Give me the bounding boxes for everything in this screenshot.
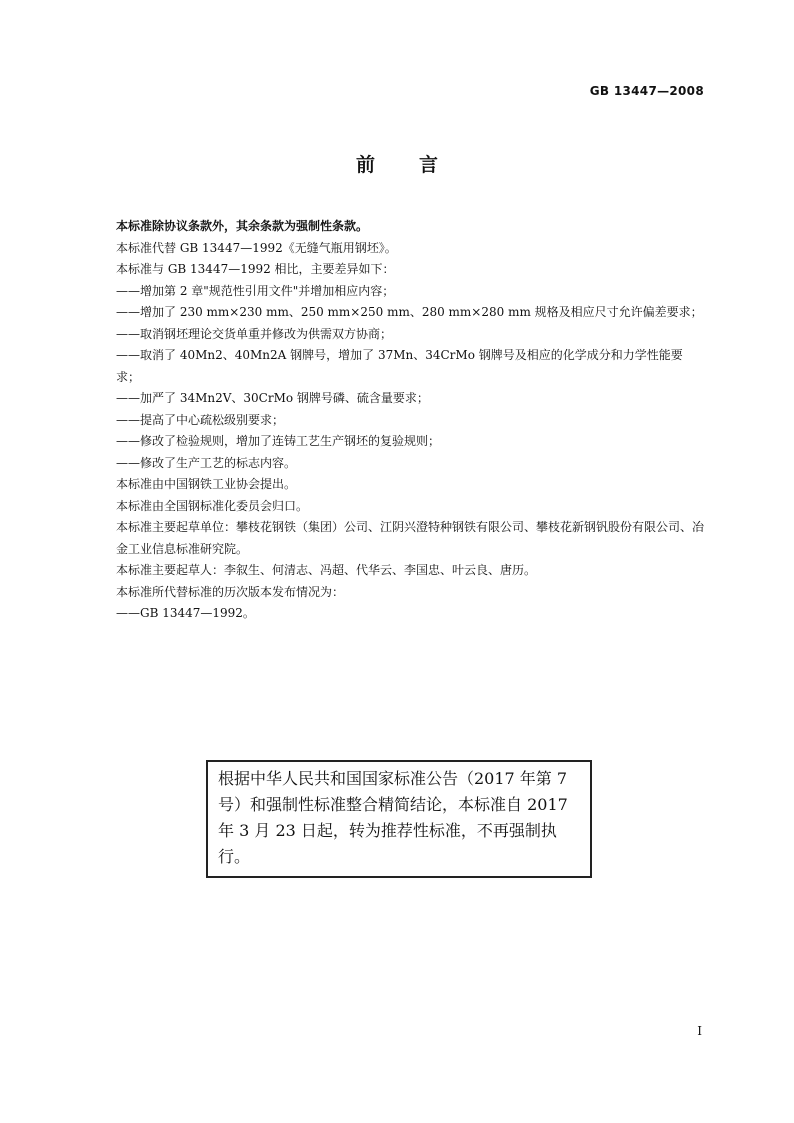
list-item: ——加严了 34Mn2V、30CrMo 钢牌号磷、硫含量要求； — [116, 391, 429, 405]
paragraph-committee: 本标准由全国钢标准化委员会归口。 — [116, 498, 309, 513]
list-item: ——取消钢坯理论交货单重并修改为供需双方协商； — [116, 326, 393, 341]
paragraph-mandatory-clause: 本标准除协议条款外，其余条款为强制性条款。 — [116, 219, 369, 233]
paragraph-history-intro: 本标准所代替标准的历次版本发布情况为： — [116, 584, 345, 599]
list-item: ——修改了检验规则，增加了连铸工艺生产钢坯的复验规则； — [116, 434, 441, 448]
paragraph-proposer: 本标准由中国钢铁工业协会提出。 — [116, 477, 297, 491]
list-item: ——增加了 230 mm×230 mm、250 mm×250 mm、280 mm×280 mm 规格及相应尺寸允许偏差要求； — [116, 305, 703, 319]
paragraph-replaces: 本标准代替 GB 13447—1992《无缝气瓶用钢坯》。 — [116, 240, 397, 255]
list-item: ——提高了中心疏松级别要求； — [116, 412, 285, 427]
page-number: I — [697, 1024, 702, 1038]
foreword-body — [116, 216, 704, 625]
list-item: ——GB 13447—1992。 — [116, 606, 255, 620]
page-title: 前言 — [355, 154, 482, 176]
standard-number: GB 13447—2008 — [589, 84, 704, 98]
notice-box: 根据中华人民共和国国家标准公告（2017 年第 7 号）和强制性标准整合精简结论，本标准自 2017 年 3 月 23 日起，转为推荐性标准，不再强制执行。 — [206, 760, 592, 878]
list-item: ——修改了生产工艺的标志内容。 — [116, 455, 297, 470]
paragraph-differences-intro: 本标准与 GB 13447—1992 相比，主要差异如下： — [116, 262, 395, 276]
list-item: ——增加第 2 章"规范性引用文件"并增加相应内容； — [116, 283, 395, 298]
paragraph-drafting-units: 本标准主要起草单位：攀枝花钢铁（集团）公司、江阴兴澄特种钢铁有限公司、攀枝花新钢钒股份有限公司、冶金工业信息标准研究院。 — [116, 520, 705, 556]
list-item: ——取消了 40Mn2、40Mn2A 钢牌号，增加了 37Mn、34CrMo 钢牌号及相应的化学成分和力学性能要求； — [116, 348, 683, 384]
paragraph-drafters: 本标准主要起草人：李叙生、何清志、冯超、代华云、李国忠、叶云良、唐历。 — [116, 563, 537, 577]
